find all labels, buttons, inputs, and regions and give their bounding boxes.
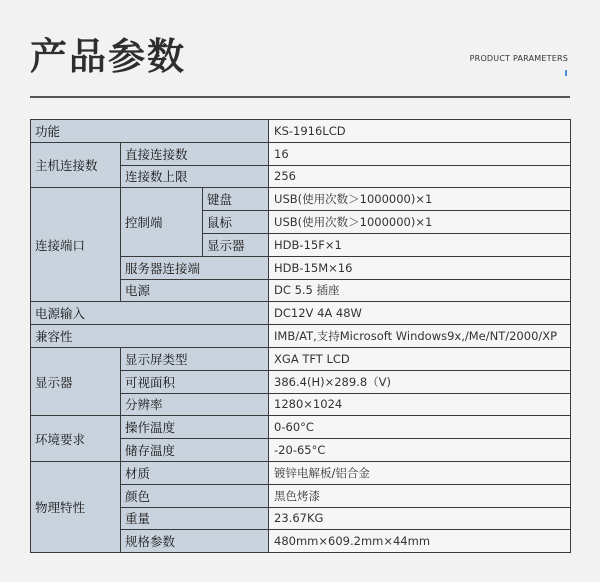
spec-label: 储存温度 — [121, 439, 269, 462]
table-row — [31, 416, 571, 439]
spec-value: 386.4(H)×289.8（V) — [269, 370, 571, 393]
spec-value: IMB/AT,支持Microsoft Windows9x,/Me/NT/2000/XP — [269, 325, 571, 348]
spec-table — [30, 119, 571, 553]
spec-label: 鼠标 — [203, 211, 269, 234]
page-subtitle: PRODUCT PARAMETERS — [469, 54, 568, 63]
page-title: 产品参数 — [30, 35, 186, 78]
spec-label: 键盘 — [203, 188, 269, 211]
spec-value: 镀锌电解板/铝合金 — [269, 461, 571, 484]
spec-group-label: 连接端口 — [31, 188, 121, 302]
spec-label: 电源输入 — [31, 302, 269, 325]
spec-label: 操作温度 — [121, 416, 269, 439]
spec-value: KS-1916LCD — [269, 120, 571, 143]
spec-label: 电源 — [121, 279, 269, 302]
spec-value: 256 — [269, 165, 571, 188]
spec-value: 1280×1024 — [269, 393, 571, 416]
spec-value: XGA TFT LCD — [269, 347, 571, 370]
spec-label: 直接连接数 — [121, 142, 269, 165]
spec-value: 黑色烤漆 — [269, 484, 571, 507]
spec-value: USB(使用次数＞1000000)×1 — [269, 188, 571, 211]
accent-mark — [565, 70, 567, 76]
spec-label: 重量 — [121, 507, 269, 530]
spec-subgroup-label: 控制端 — [121, 188, 203, 256]
table-row — [31, 188, 571, 211]
spec-value: -20-65°C — [269, 439, 571, 462]
table-row — [31, 325, 571, 348]
spec-value: USB(使用次数＞1000000)×1 — [269, 211, 571, 234]
spec-value: 23.67KG — [269, 507, 571, 530]
spec-group-label: 显示器 — [31, 347, 121, 415]
spec-value: 480mm×609.2mm×44mm — [269, 530, 571, 553]
spec-group-label: 物理特性 — [31, 461, 121, 552]
spec-value: 0-60°C — [269, 416, 571, 439]
spec-group-label: 环境要求 — [31, 416, 121, 462]
table-row — [31, 120, 571, 143]
spec-label: 功能 — [31, 120, 269, 143]
table-row — [31, 347, 571, 370]
spec-label: 材质 — [121, 461, 269, 484]
table-row — [31, 302, 571, 325]
spec-label: 兼容性 — [31, 325, 269, 348]
table-row — [31, 461, 571, 484]
spec-label: 分辨率 — [121, 393, 269, 416]
spec-value: HDB-15F×1 — [269, 233, 571, 256]
spec-label: 服务器连接端 — [121, 256, 269, 279]
spec-label: 颜色 — [121, 484, 269, 507]
spec-value: HDB-15M×16 — [269, 256, 571, 279]
spec-label: 显示屏类型 — [121, 347, 269, 370]
spec-group-label: 主机连接数 — [31, 142, 121, 188]
spec-label: 连接数上限 — [121, 165, 269, 188]
spec-value: 16 — [269, 142, 571, 165]
spec-label: 显示器 — [203, 233, 269, 256]
spec-label: 规格参数 — [121, 530, 269, 553]
spec-value: DC 5.5 插座 — [269, 279, 571, 302]
spec-value: DC12V 4A 48W — [269, 302, 571, 325]
header-divider — [30, 96, 570, 98]
spec-label: 可视面积 — [121, 370, 269, 393]
table-row — [31, 142, 571, 165]
